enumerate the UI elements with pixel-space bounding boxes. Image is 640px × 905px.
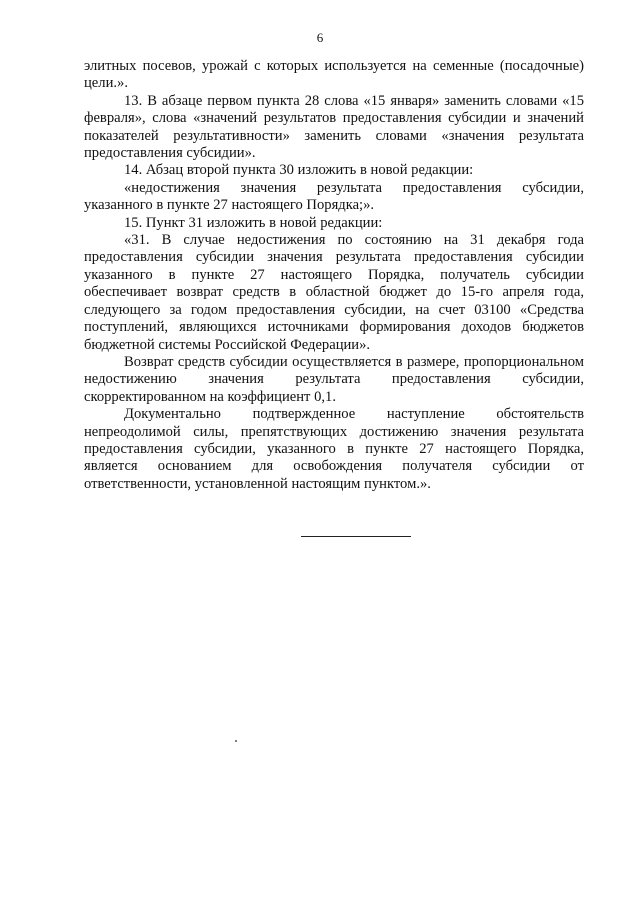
paragraph-continuation: элитных посевов, урожай с которых используется на семенные (посадочные) цели.». xyxy=(84,58,584,92)
paragraph-force-majeure: Документально подтвержденное наступление обстоятельств непреодолимой силы, препятствующих достижению значения результата предоставления субсидии, указанного в пункте 27 настоящего Порядка, является основанием для освобождения получателя субсидии от ответственности, установленной настоящим пунктом.». xyxy=(84,406,584,492)
paragraph-item-13: 13. В абзаце первом пункта 28 слова «15 января» заменить словами «15 февраля», слова «значений результатов предоставления субсидии и значений показателей результативности» заменить словами «значения результата предоставления субсидии». xyxy=(84,92,584,162)
paragraph-item-15: 15. Пункт 31 изложить в новой редакции: xyxy=(124,214,383,231)
end-divider-line xyxy=(301,536,411,537)
paragraph-item-14-text: «недостижения значения результата предоставления субсидии, указанного в пункте 27 настоящего Порядка;». xyxy=(84,179,584,214)
page-number: 6 xyxy=(316,30,324,45)
document-body xyxy=(84,58,584,493)
scan-speck xyxy=(235,740,237,742)
paragraph-item-14: 14. Абзац второй пункта 30 изложить в новой редакции: xyxy=(124,162,474,179)
paragraph-item-31-text: «31. В случае недостижения по состоянию на 31 декабря года предоставления субсидии значения результата предоставления субсидии указанного в пункте 27 настоящего Порядка, получатель субсидии обеспечивает возврат средств в областной бюджет до 15-го апреля года, следующего за годом предоставления субсидии, на счет 03100 «Средства поступлений, являющихся источниками формирования доходов бюджетов бюджетной системы Российской Федерации». xyxy=(84,232,584,353)
paragraph-refund-amount: Возврат средств субсидии осуществляется в размере, пропорциональном недостижению значения результата предоставления субсидии, скорректированном на коэффициент 0,1. xyxy=(84,353,584,405)
